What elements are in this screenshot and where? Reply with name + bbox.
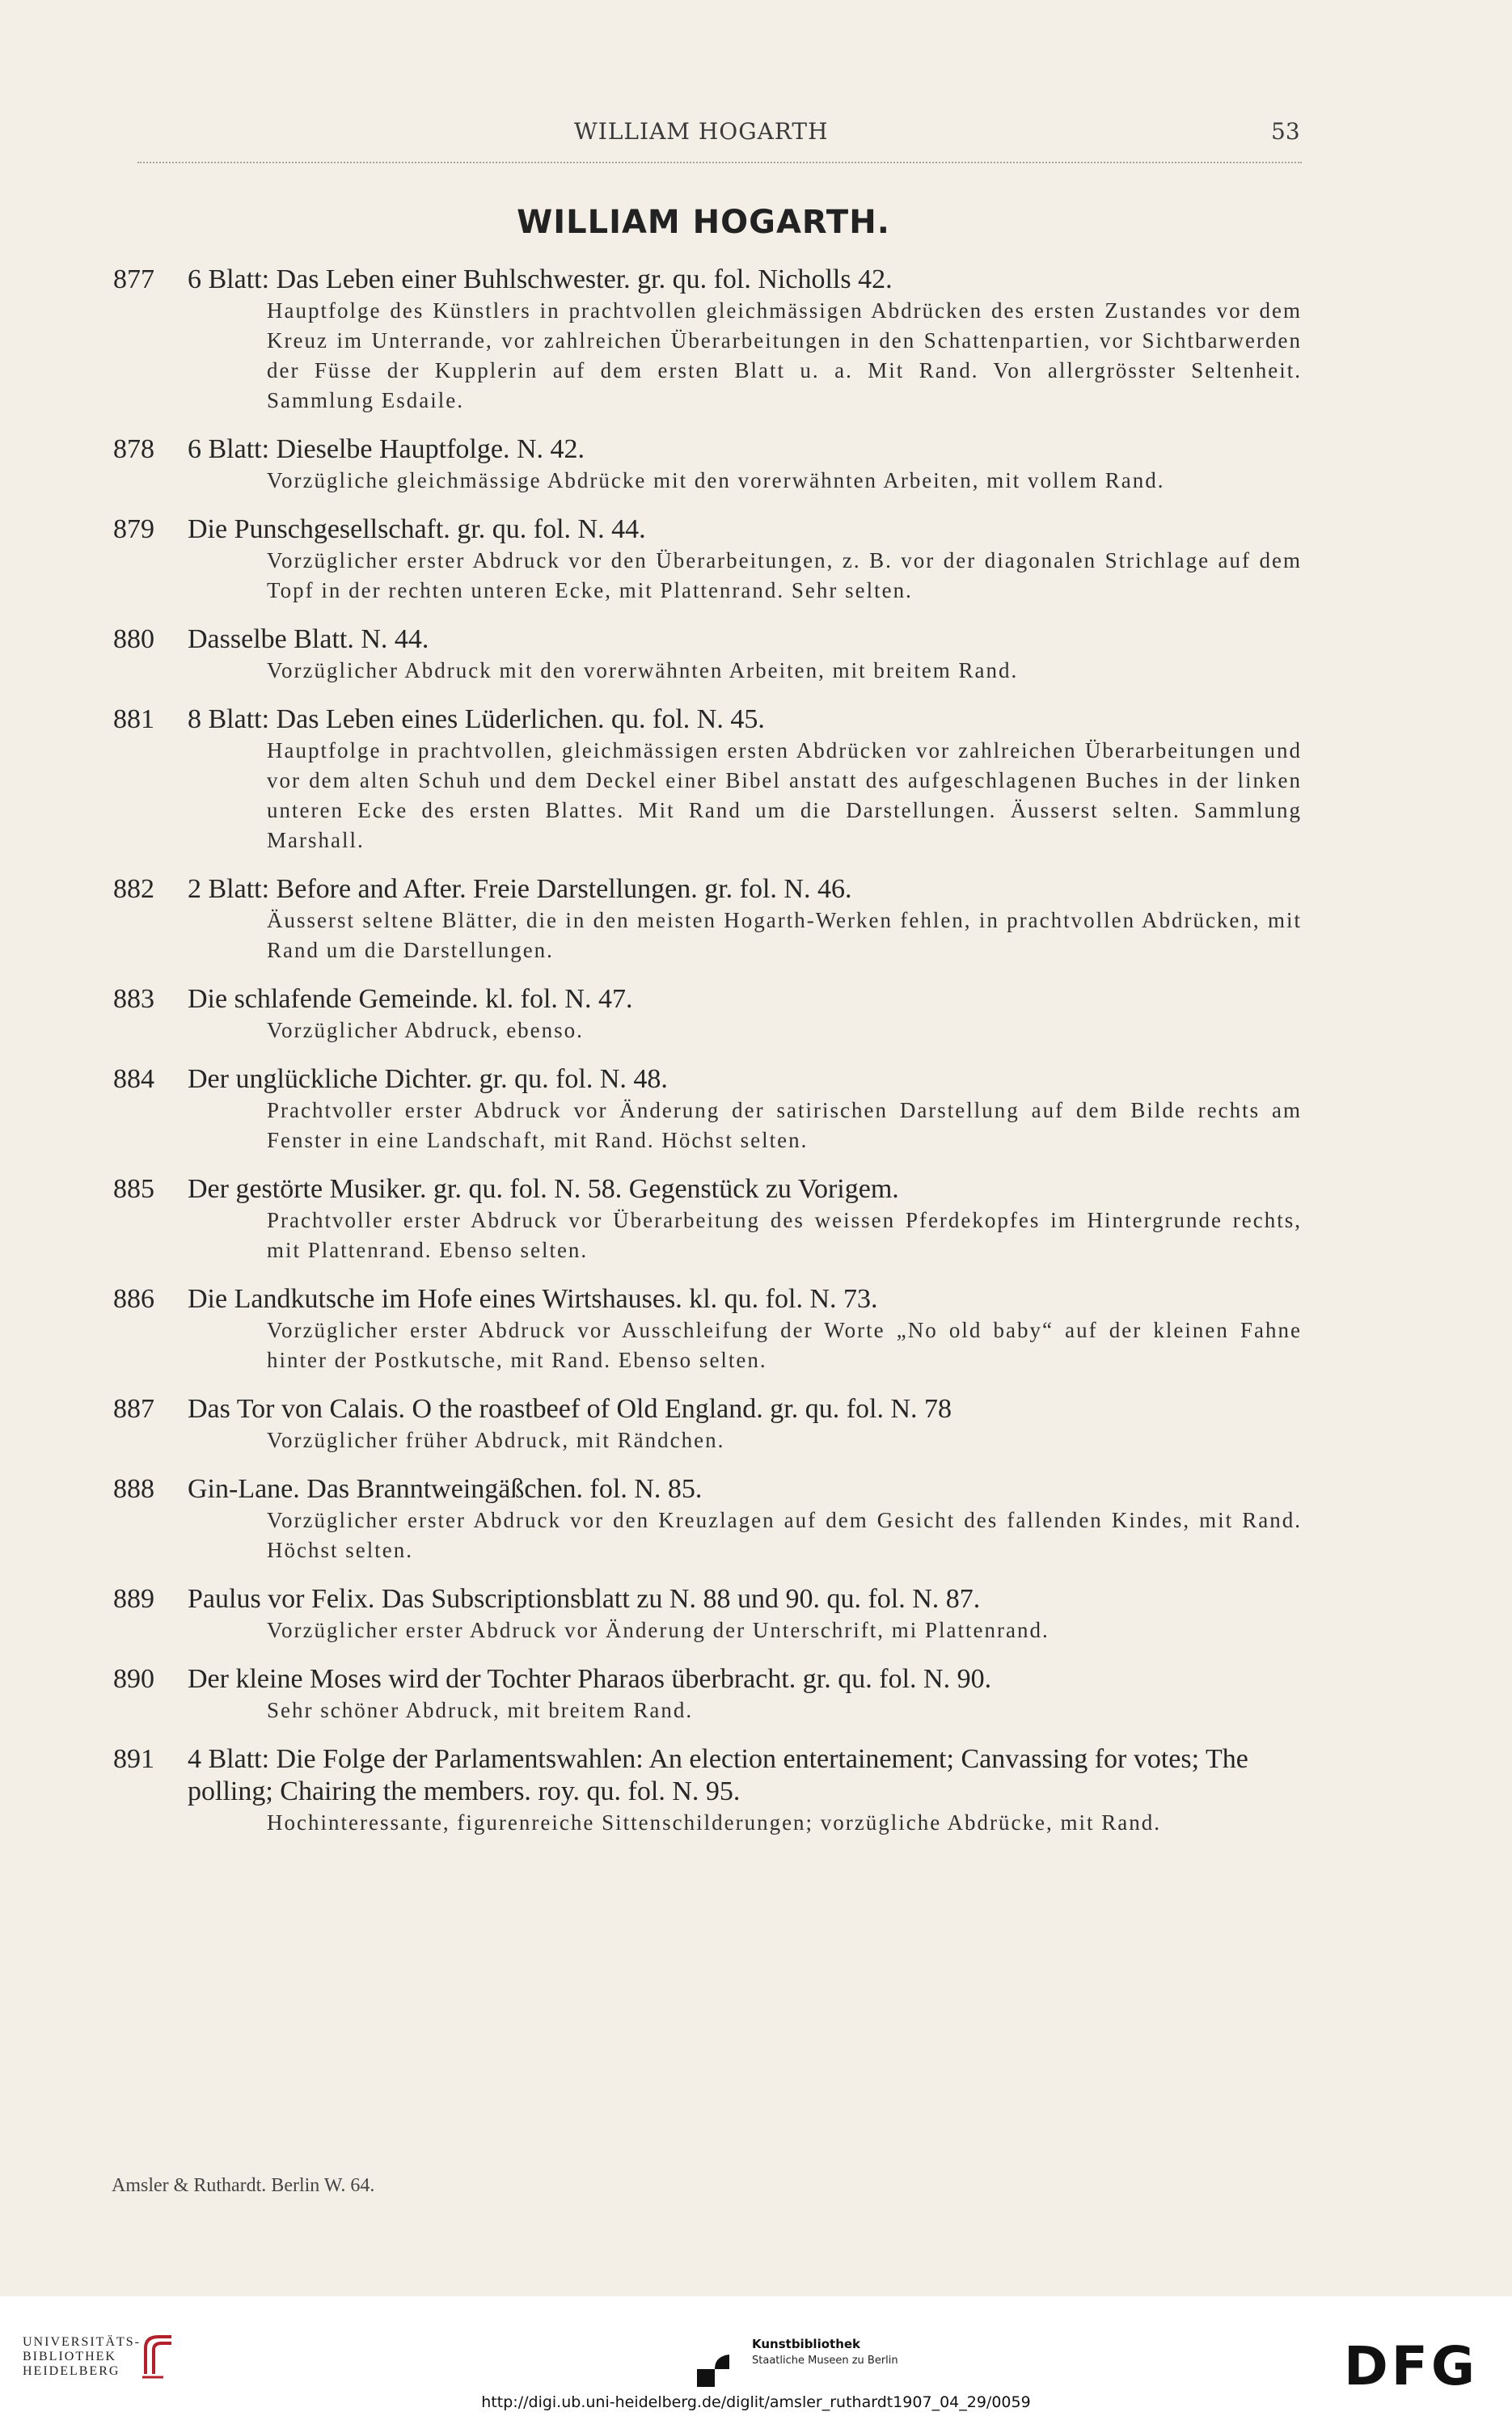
entry-description: Hauptfolge des Künstlers in prachtvollen gleichmässigen Abdrücken des ersten Zustandes vor dem Kreuz im Unterrande, vor zahlreichen Überarbeitungen in den Schattenpartien, vor Sichtbarwerden der Füsse der Kupplerin auf dem ersten Blatt u. a. Mit Rand. Von allergrösster Seltenheit. Sammlung Esdaile.	[267, 298, 1302, 412]
catalogue-entry	[113, 264, 1302, 416]
entry-description: Vorzüglicher erster Abdruck vor Änderung der Unterschrift, mi Plattenrand.	[267, 1618, 1050, 1642]
entry-heading	[113, 1663, 1302, 1696]
catalogue-entry	[113, 983, 1302, 1045]
catalogue-entry	[113, 1663, 1302, 1725]
entry-description: Vorzügliche gleichmässige Abdrücke mit den vorerwähnten Arbeiten, mit vollem Rand.	[267, 468, 1165, 492]
entry-heading	[113, 873, 1302, 906]
entry-title: Der kleine Moses wird der Tochter Pharaos überbracht. gr. qu. fol. N. 90.	[188, 1664, 992, 1694]
catalogue-entry	[113, 1283, 1302, 1375]
entry-title: Der gestörte Musiker. gr. qu. fol. N. 58. Gegenstück zu Vorigem.	[188, 1174, 899, 1204]
entry-title: Die Punschgesellschaft. gr. qu. fol. N. 44.	[188, 514, 646, 544]
entry-heading	[113, 623, 1302, 656]
catalogue-entry	[113, 1173, 1302, 1265]
catalogue-entry	[113, 1393, 1302, 1455]
entry-title: Der unglückliche Dichter. gr. qu. fol. N. 48.	[188, 1064, 668, 1094]
lot-number: 884	[113, 1064, 154, 1094]
entry-title: 6 Blatt: Dieselbe Hauptfolge. N. 42.	[188, 434, 585, 464]
lot-number: 885	[113, 1174, 154, 1204]
entry-title: Dasselbe Blatt. N. 44.	[188, 624, 429, 654]
entry-heading	[113, 433, 1302, 466]
catalogue-entry	[113, 873, 1302, 965]
lot-number: 879	[113, 514, 154, 544]
permalink-url[interactable]: http://digi.ub.uni-heidelberg.de/diglit/amsler_ruthardt1907_04_29/0059	[481, 2393, 1031, 2411]
entry-heading	[113, 264, 1302, 296]
catalogue-entries	[113, 264, 1302, 1856]
university-library-name	[23, 2335, 141, 2379]
dfg-logo: DFG	[1344, 2335, 1479, 2397]
kunstbibliothek-name: Kunstbibliothek	[752, 2337, 861, 2351]
entry-title: 2 Blatt: Before and After. Freie Darstellungen. gr. fol. N. 46.	[188, 874, 852, 904]
entry-heading	[113, 1473, 1302, 1506]
entry-title: Paulus vor Felix. Das Subscriptionsblatt zu N. 88 und 90. qu. fol. N. 87.	[188, 1584, 981, 1614]
entry-title: Das Tor von Calais. O the roastbeef of Old England. gr. qu. fol. N. 78	[188, 1394, 952, 1424]
entry-description: Vorzüglicher erster Abdruck vor den Überarbeitungen, z. B. vor der diagonalen Strichlage auf dem Topf in der rechten unteren Ecke, mit Plattenrand. Sehr selten.	[267, 548, 1302, 602]
lot-number: 881	[113, 704, 154, 734]
section-title: WILLIAM HOGARTH.	[517, 204, 890, 241]
entry-title: Die schlafende Gemeinde. kl. fol. N. 47.	[188, 984, 633, 1014]
lot-number: 883	[113, 984, 154, 1014]
page-number: 53	[1271, 118, 1300, 145]
catalogue-entry	[113, 1743, 1302, 1838]
catalogue-entry	[113, 513, 1302, 606]
entry-heading	[113, 1743, 1302, 1808]
entry-heading	[113, 1173, 1302, 1206]
entry-heading	[113, 1283, 1302, 1316]
catalogue-entry	[113, 1583, 1302, 1645]
entry-title: Gin-Lane. Das Branntweingäßchen. fol. N. 85.	[188, 1474, 703, 1504]
entry-description: Prachtvoller erster Abdruck vor Änderung der satirischen Darstellung auf dem Bilde rechts am Fenster in eine Landschaft, mit Rand. Höchst selten.	[267, 1098, 1302, 1152]
catalogue-entry	[113, 433, 1302, 496]
entry-description: Vorzüglicher früher Abdruck, mit Rändchen.	[267, 1428, 725, 1452]
entry-description: Sehr schöner Abdruck, mit breitem Rand.	[267, 1698, 694, 1722]
catalogue-entry	[113, 1063, 1302, 1155]
entry-description: Vorzüglicher erster Abdruck vor den Kreuzlagen auf dem Gesicht des fallenden Kindes, mit Rand. Höchst selten.	[267, 1508, 1302, 1562]
lot-number: 890	[113, 1664, 154, 1694]
catalogue-entry	[113, 703, 1302, 855]
entry-description: Prachtvoller erster Abdruck vor Überarbeitung des weissen Pferdekopfes im Hintergrunde rechts, mit Plattenrand. Ebenso selten.	[267, 1208, 1302, 1262]
entry-heading	[113, 1583, 1302, 1616]
kunstbibliothek-subtitle: Staatliche Museen zu Berlin	[752, 2355, 898, 2367]
entry-description: Vorzüglicher erster Abdruck vor Ausschleifung der Worte „No old baby“ auf der kleinen Fahne hinter der Postkutsche, mit Rand. Ebenso selten.	[267, 1318, 1302, 1372]
lot-number: 888	[113, 1474, 154, 1504]
entry-title: Die Landkutsche im Hofe eines Wirtshauses. kl. qu. fol. N. 73.	[188, 1284, 878, 1314]
entry-title: 4 Blatt: Die Folge der Parlamentswahlen: An election entertainement; Canvassing for votes; The polling; Chairing the members. roy. qu. fol. N. 95.	[188, 1744, 1248, 1806]
lot-number: 880	[113, 624, 154, 654]
entry-heading	[113, 513, 1302, 546]
lot-number: 878	[113, 434, 154, 464]
entry-heading	[113, 1393, 1302, 1426]
header-rule	[137, 162, 1302, 163]
catalogue-entry	[113, 623, 1302, 686]
kunstbibliothek-logo-icon	[694, 2337, 745, 2389]
entry-heading	[113, 703, 1302, 736]
entry-description: Vorzüglicher Abdruck, ebenso.	[267, 1018, 584, 1042]
entry-description: Hochinteressante, figurenreiche Sittenschilderungen; vorzügliche Abdrücke, mit Rand.	[267, 1810, 1161, 1835]
lot-number: 877	[113, 264, 154, 294]
university-logo-icon	[139, 2332, 179, 2380]
entry-description: Hauptfolge in prachtvollen, gleichmässigen ersten Abdrücken vor zahlreichen Überarbeitungen und vor dem alten Schuh und dem Deckel einer Bibel anstatt des aufgeschlagenen Buches in der linken unteren Ecke des ersten Blattes. Mit Rand um die Darstellungen. Äusserst selten. Sammlung Marshall.	[267, 738, 1302, 852]
entry-title: 6 Blatt: Das Leben einer Buhlschwester. gr. qu. fol. Nicholls 42.	[188, 264, 893, 294]
university-line: BIBLIOTHEK	[23, 2350, 116, 2363]
printer-imprint: Amsler & Ruthardt. Berlin W. 64.	[112, 2175, 375, 2196]
entry-title: 8 Blatt: Das Leben eines Lüderlichen. qu. fol. N. 45.	[188, 704, 765, 734]
entry-heading	[113, 983, 1302, 1016]
lot-number: 882	[113, 874, 154, 904]
entry-heading	[113, 1063, 1302, 1096]
lot-number: 886	[113, 1284, 154, 1314]
lot-number: 889	[113, 1584, 154, 1614]
running-head	[0, 118, 1512, 150]
entry-description: Äusserst seltene Blätter, die in den meisten Hogarth-Werken fehlen, in prachtvollen Abdrücken, mit Rand um die Darstellungen.	[267, 908, 1302, 962]
university-line: UNIVERSITÄTS-	[23, 2335, 141, 2349]
lot-number: 887	[113, 1394, 154, 1424]
running-title: WILLIAM HOGARTH	[574, 118, 829, 145]
university-line: HEIDELBERG	[23, 2364, 120, 2378]
entry-description: Vorzüglicher Abdruck mit den vorerwähnten Arbeiten, mit breitem Rand.	[267, 658, 1019, 682]
lot-number: 891	[113, 1744, 154, 1774]
catalogue-entry	[113, 1473, 1302, 1565]
